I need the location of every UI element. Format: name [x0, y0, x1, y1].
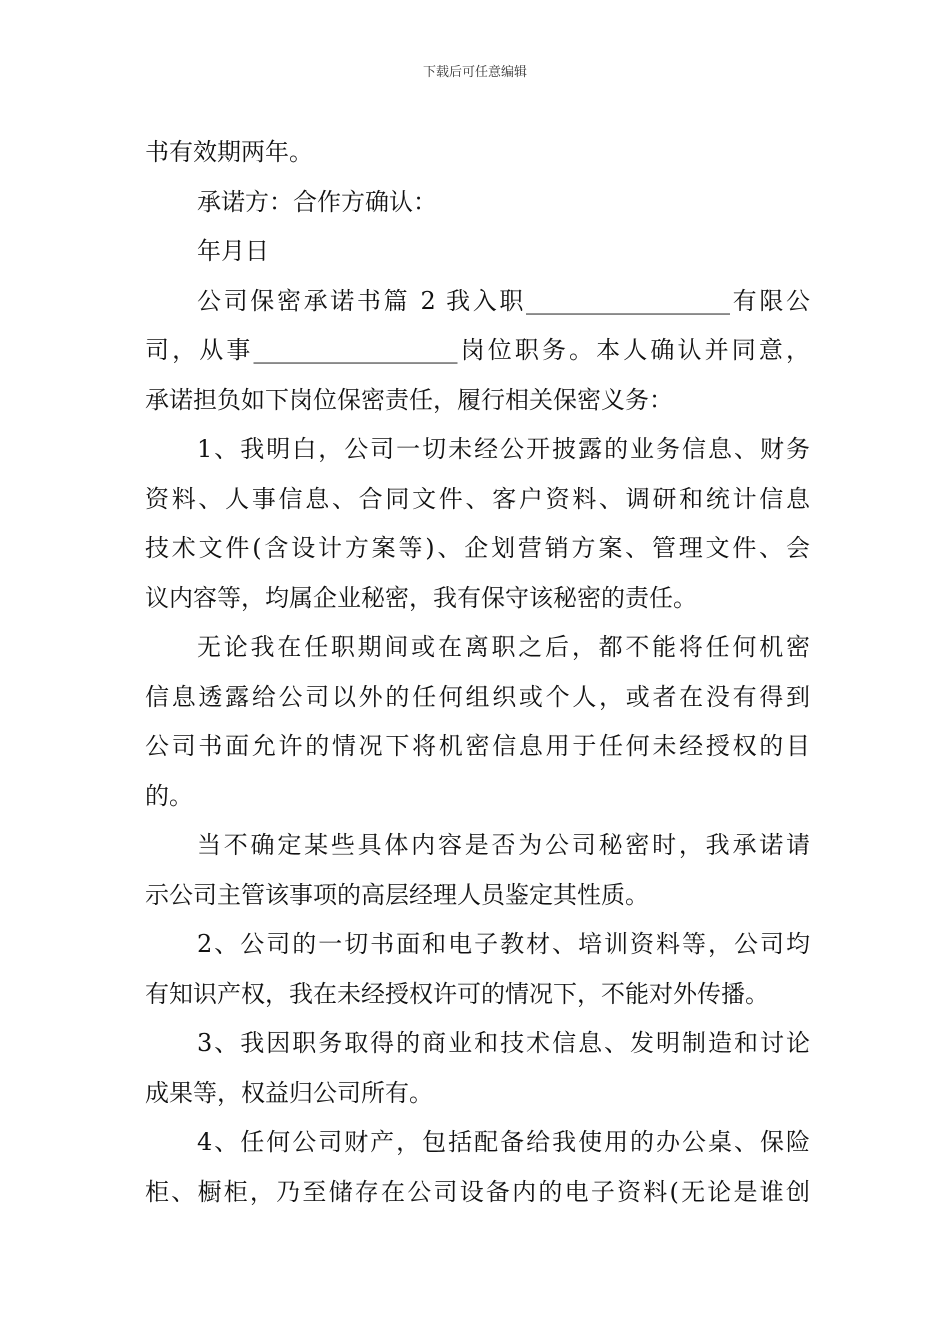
- text-line: 有知识产权，我在未经授权许可的情况下，不能对外传播。: [145, 979, 769, 1008]
- text-line: 议内容等，均属企业秘密，我有保守该秘密的责任。: [145, 583, 697, 612]
- text-line: 的。: [145, 781, 193, 810]
- text-line: 4、任何公司财产，包括配备给我使用的办公桌、保险: [197, 1128, 810, 1156]
- text-line: 公司书面允许的情况下将机密信息用于任何未经授权的目: [145, 732, 810, 760]
- text-line: 2、公司的一切书面和电子教材、培训资料等，公司均: [197, 930, 810, 958]
- text-line: 3、我因职务取得的商业和技术信息、发明制造和讨论: [197, 1029, 810, 1057]
- text-line: 无论我在任职期间或在离职之后，都不能将任何机密: [197, 633, 810, 661]
- text-line: 成果等，权益归公司所有。: [145, 1078, 433, 1107]
- text-line: 书有效期两年。: [145, 138, 313, 166]
- text-line: 公司保密承诺书篇 2 我入职_________________有限公: [197, 286, 810, 315]
- text-line: 当不确定某些具体内容是否为公司秘密时，我承诺请: [197, 831, 810, 859]
- text-line: 技术文件(含设计方案等)、企划营销方案、管理文件、会: [145, 534, 810, 562]
- text-line: 承诺方：合作方确认：: [197, 187, 437, 216]
- page-header: 下载后可任意编辑: [422, 65, 527, 80]
- text-line: 司，从事_________________岗位职务。本人确认并同意，: [145, 336, 810, 364]
- text-line: 信息透露给公司以外的任何组织或个人，或者在没有得到: [145, 682, 810, 711]
- text-line: 承诺担负如下岗位保密责任，履行相关保密义务：: [145, 385, 673, 414]
- text-line: 示公司主管该事项的高层经理人员鉴定其性质。: [145, 880, 649, 909]
- text-line: 1、我明白，公司一切未经公开披露的业务信息、财务: [197, 435, 810, 463]
- text-line: 年月日: [197, 237, 269, 265]
- text-line: 柜、橱柜，乃至储存在公司设备内的电子资料(无论是谁创: [145, 1177, 810, 1206]
- text-line: 资料、人事信息、合同文件、客户资料、调研和统计信息: [145, 484, 810, 513]
- document-body: [145, 128, 810, 1217]
